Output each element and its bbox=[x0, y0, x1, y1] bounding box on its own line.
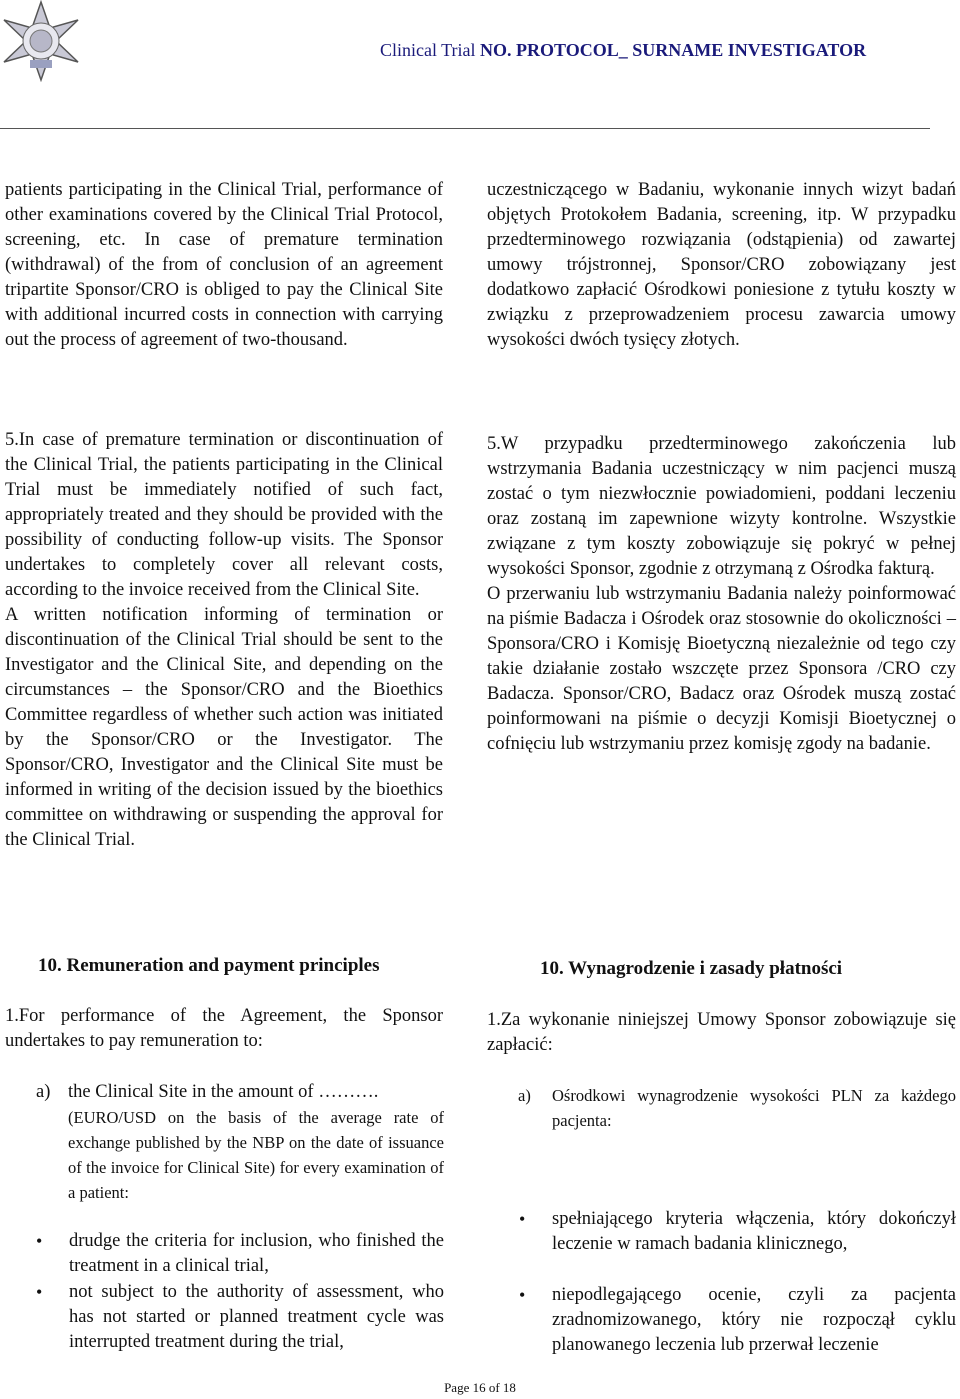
pl-paragraph-4 bbox=[487, 1008, 956, 1058]
pl-text-2: 5.W przypadku przedterminowego zakończenia lub wstrzymania Badania uczestniczący w nim pacjenci muszą zostać o tym niezwłocznie powiadomieni, poddani leczeniu oraz zostaną im zapewnione wizyty kontrolne. Wszystkie związane z tym koszty zobowiązuje się pokryć w pełnej wysokości Sponsor, zgodnie z otrzymaną z Ośrodka fakturą. bbox=[487, 434, 956, 579]
bullet-icon: • bbox=[36, 1282, 43, 1302]
pl-bullet-1: spełniającego kryteria włączenia, który dokończył leczenie w ramach badania klinicznego, bbox=[552, 1209, 956, 1254]
bullet-icon: • bbox=[519, 1209, 526, 1229]
header-divider bbox=[0, 128, 930, 129]
en-text-2: 5.In case of premature termination or discontinuation of the Clinical Trial, the patients participating in the Clinical Trial must be immediately notified of such fact, appropriately treated and they should be provided with the possibility of conducting follow-up visits. The Sponsor undertakes to completely cover all relevant costs, according to the invoice received from the Clinical Site. bbox=[5, 430, 443, 600]
en-paragraph-2 bbox=[5, 428, 443, 853]
header-title-prefix: Clinical Trial bbox=[380, 40, 476, 60]
bullet-icon: • bbox=[519, 1285, 526, 1305]
pl-text-3: O przerwaniu lub wstrzymaniu Badania należy poinformować na piśmie Badacza i Ośrodek oraz stosownie do okoliczności – Sponsora/CRO i Komisję Bioetyczną niezależnie od tego czy takie działanie zostało wszczęte przez Sponsora /CRO czy Badacza. Sponsor/CRO, Badacz oraz Ośrodek muszą zostać poinformowani na piśmie o decyzji Komisji Bioetycznej o cofnięciu lub wstrzymaniu przez komisję zgody na badanie. bbox=[487, 584, 956, 754]
pl-paragraph-2 bbox=[487, 432, 956, 757]
pl-item-a-label: a) bbox=[518, 1086, 531, 1105]
pl-text-4: 1.Za wykonanie niniejszej Umowy Sponsor zobowiązuje się zapłacić: bbox=[487, 1010, 956, 1055]
en-bullet-1: drudge the criteria for inclusion, who finished the treatment in a clinical trial, bbox=[69, 1231, 444, 1276]
pl-section-heading: 10. Wynagrodzenie i zasady płatności bbox=[540, 958, 843, 979]
pl-item-a-text: Ośrodkowi wynagrodzenie wysokości PLN za każdego pacjenta: bbox=[552, 1086, 956, 1130]
en-item-a-line1: the Clinical Site in the amount of ………. bbox=[68, 1082, 379, 1102]
pl-paragraph-1 bbox=[487, 178, 956, 353]
en-paragraph-1 bbox=[5, 178, 443, 353]
en-text-3: A written notification informing of termination or discontinuation of the Clinical Trial should be sent to the Investigator and the Clinical Site, and depending on the circumstances – the Sponsor/CRO and the Bioethics Committee regardless of whether such action was initiated by the Sponsor/CRO or the Investigator. The Sponsor/CRO, Investigator and the Clinical Site must be informed in writing of the decision issued by the bioethics committee on withdrawing or suspending the approval for the Clinical Trial. bbox=[5, 605, 443, 850]
pl-list-item-a bbox=[518, 1083, 956, 1143]
en-bullet-2: not subject to the authority of assessment, who has not started or planned treatment cycle was interrupted treatment during the trial, bbox=[69, 1282, 444, 1352]
en-paragraph-4 bbox=[5, 1004, 443, 1054]
pl-bullet-2: niepodlegającego ocenie, czyli za pacjenta zradnomizowanego, który nie rozpoczął cyklu planowanego leczenia lub przerwał leczenie bbox=[552, 1285, 956, 1355]
organization-logo bbox=[0, 0, 82, 82]
bullet-icon: • bbox=[36, 1231, 43, 1251]
en-text-4: 1.For performance of the Agreement, the Sponsor undertakes to pay remuneration to: bbox=[5, 1006, 443, 1051]
en-item-a-line2: (EURO/USD on the basis of the average rate of exchange published by the NBP on the date of issuance of the invoice for Clinical Site) for every examination of a patient: bbox=[68, 1108, 444, 1202]
page-number: Page 16 of 18 bbox=[444, 1380, 516, 1395]
en-item-a-label: a) bbox=[36, 1082, 51, 1102]
pl-text-1: uczestniczącego w Badaniu, wykonanie innych wizyt badań objętych Protokołem Badania, screening, itp. W przypadku przedterminowego rozwiązania (odstąpienia) od zawartej umowy trójstronnej, Sponsor/CRO zobowiązany jest dodatkowo zapłacić Ośrodkowi poniesione z tytułu koszty w związku z przeprowadzeniem procesu zawarcia umowy wysokości dwóch tysięcy złotych. bbox=[487, 180, 956, 350]
running-header bbox=[380, 40, 940, 61]
en-list-item-a bbox=[36, 1080, 446, 1210]
en-text-1: patients participating in the Clinical Trial, performance of other examinations covered by the Clinical Trial Protocol, screening, etc. In case of premature termination (withdrawal) of the from of conclusion of an agreement tripartite Sponsor/CRO is obliged to pay the Clinical Site with additional incurred costs in connection with carrying out the process of agreement of two-thousand. bbox=[5, 180, 443, 350]
header-title-protocol: NO. PROTOCOL_ SURNAME INVESTIGATOR bbox=[480, 40, 867, 60]
en-section-heading: 10. Remuneration and payment principles bbox=[38, 955, 380, 976]
